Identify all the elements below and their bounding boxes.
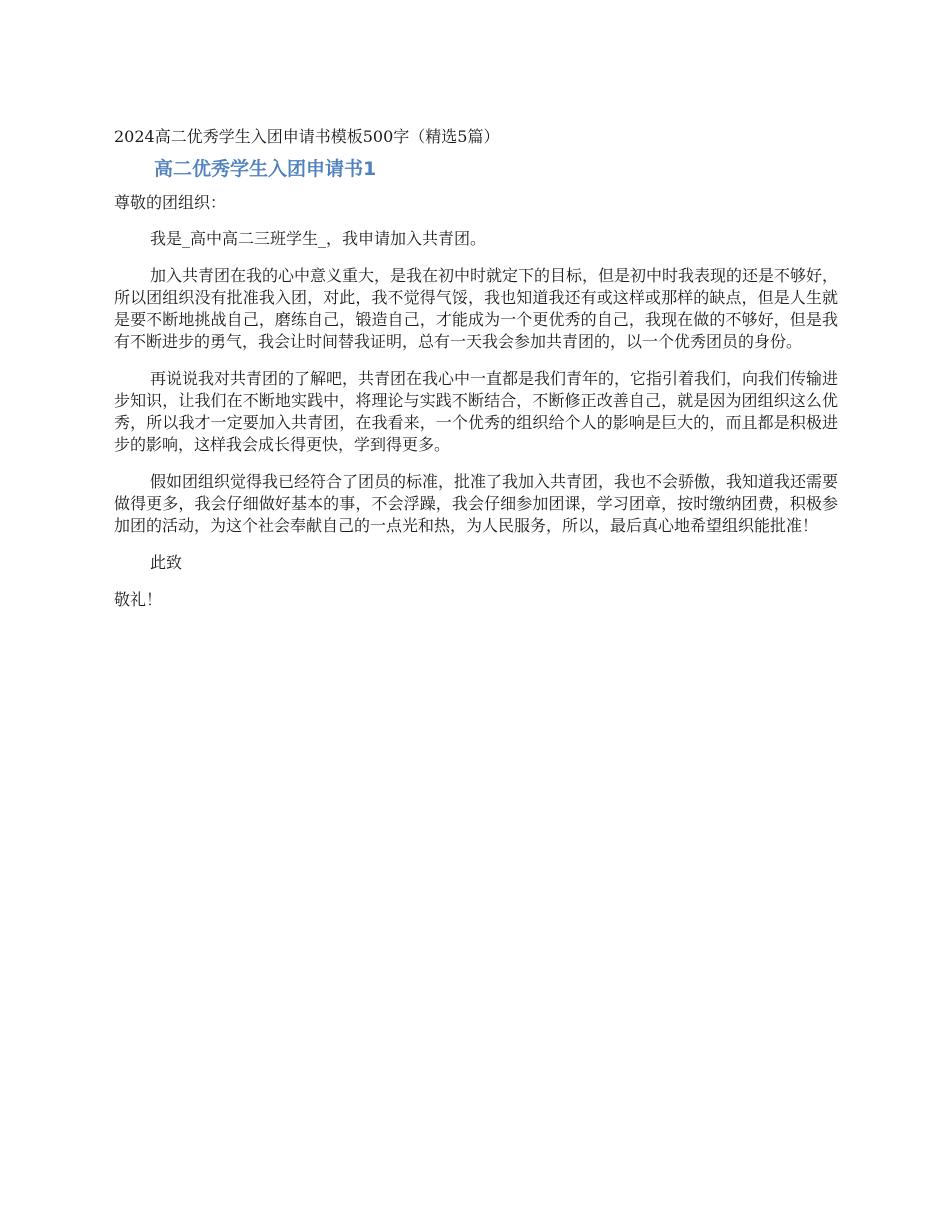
section-heading: 高二优秀学生入团申请书1 (154, 158, 377, 180)
paragraph-intro: 我是_高中高二三班学生_，我申请加入共青团。 (150, 229, 487, 248)
salutation: 尊敬的团组织： (114, 193, 227, 212)
regards: 敬礼！ (114, 590, 163, 609)
closing: 此致 (150, 553, 183, 572)
paragraph-commitment: 假如团组织觉得我已经符合了团员的标准，批准了我加入共青团，我也不会骄傲，我知道我还需要做得更多，我会仔细做好基本的事，不会浮躁，我会仔细参加团课，学习团章，按时缴纳团费，积极参加团的活动，为这个社会奉献自己的一点光和热，为人民服务，所以，最后真心地希望组织能批准！ (114, 472, 839, 535)
document-body (114, 126, 838, 626)
document-title: 2024高二优秀学生入团申请书模板500字（精选5篇） (114, 127, 500, 146)
paragraph-goal: 加入共青团在我的心中意义重大，是我在初中时就定下的目标，但是初中时我表现的还是不够好，所以团组织没有批准我入团，对此，我不觉得气馁，我也知道我还有或这样或那样的缺点，但是人生就是要不断地挑战自己，磨练自己，锻造自己，才能成为一个更优秀的自己，我现在做的不够好，但是我有不断进步的勇气，我会让时间替我证明，总有一天我会参加共青团的，以一个优秀团员的身份。 (114, 266, 839, 351)
paragraph-understanding: 再说说我对共青团的了解吧，共青团在我心中一直都是我们青年的，它指引着我们，向我们传输进步知识，让我们在不断地实践中，将理论与实践不断结合，不断修正改善自己，就是因为团组织这么优秀，所以我才一定要加入共青团，在我看来，一个优秀的组织给个人的影响是巨大的，而且都是积极进步的影响，这样我会成长得更快，学到得更多。 (114, 369, 839, 454)
